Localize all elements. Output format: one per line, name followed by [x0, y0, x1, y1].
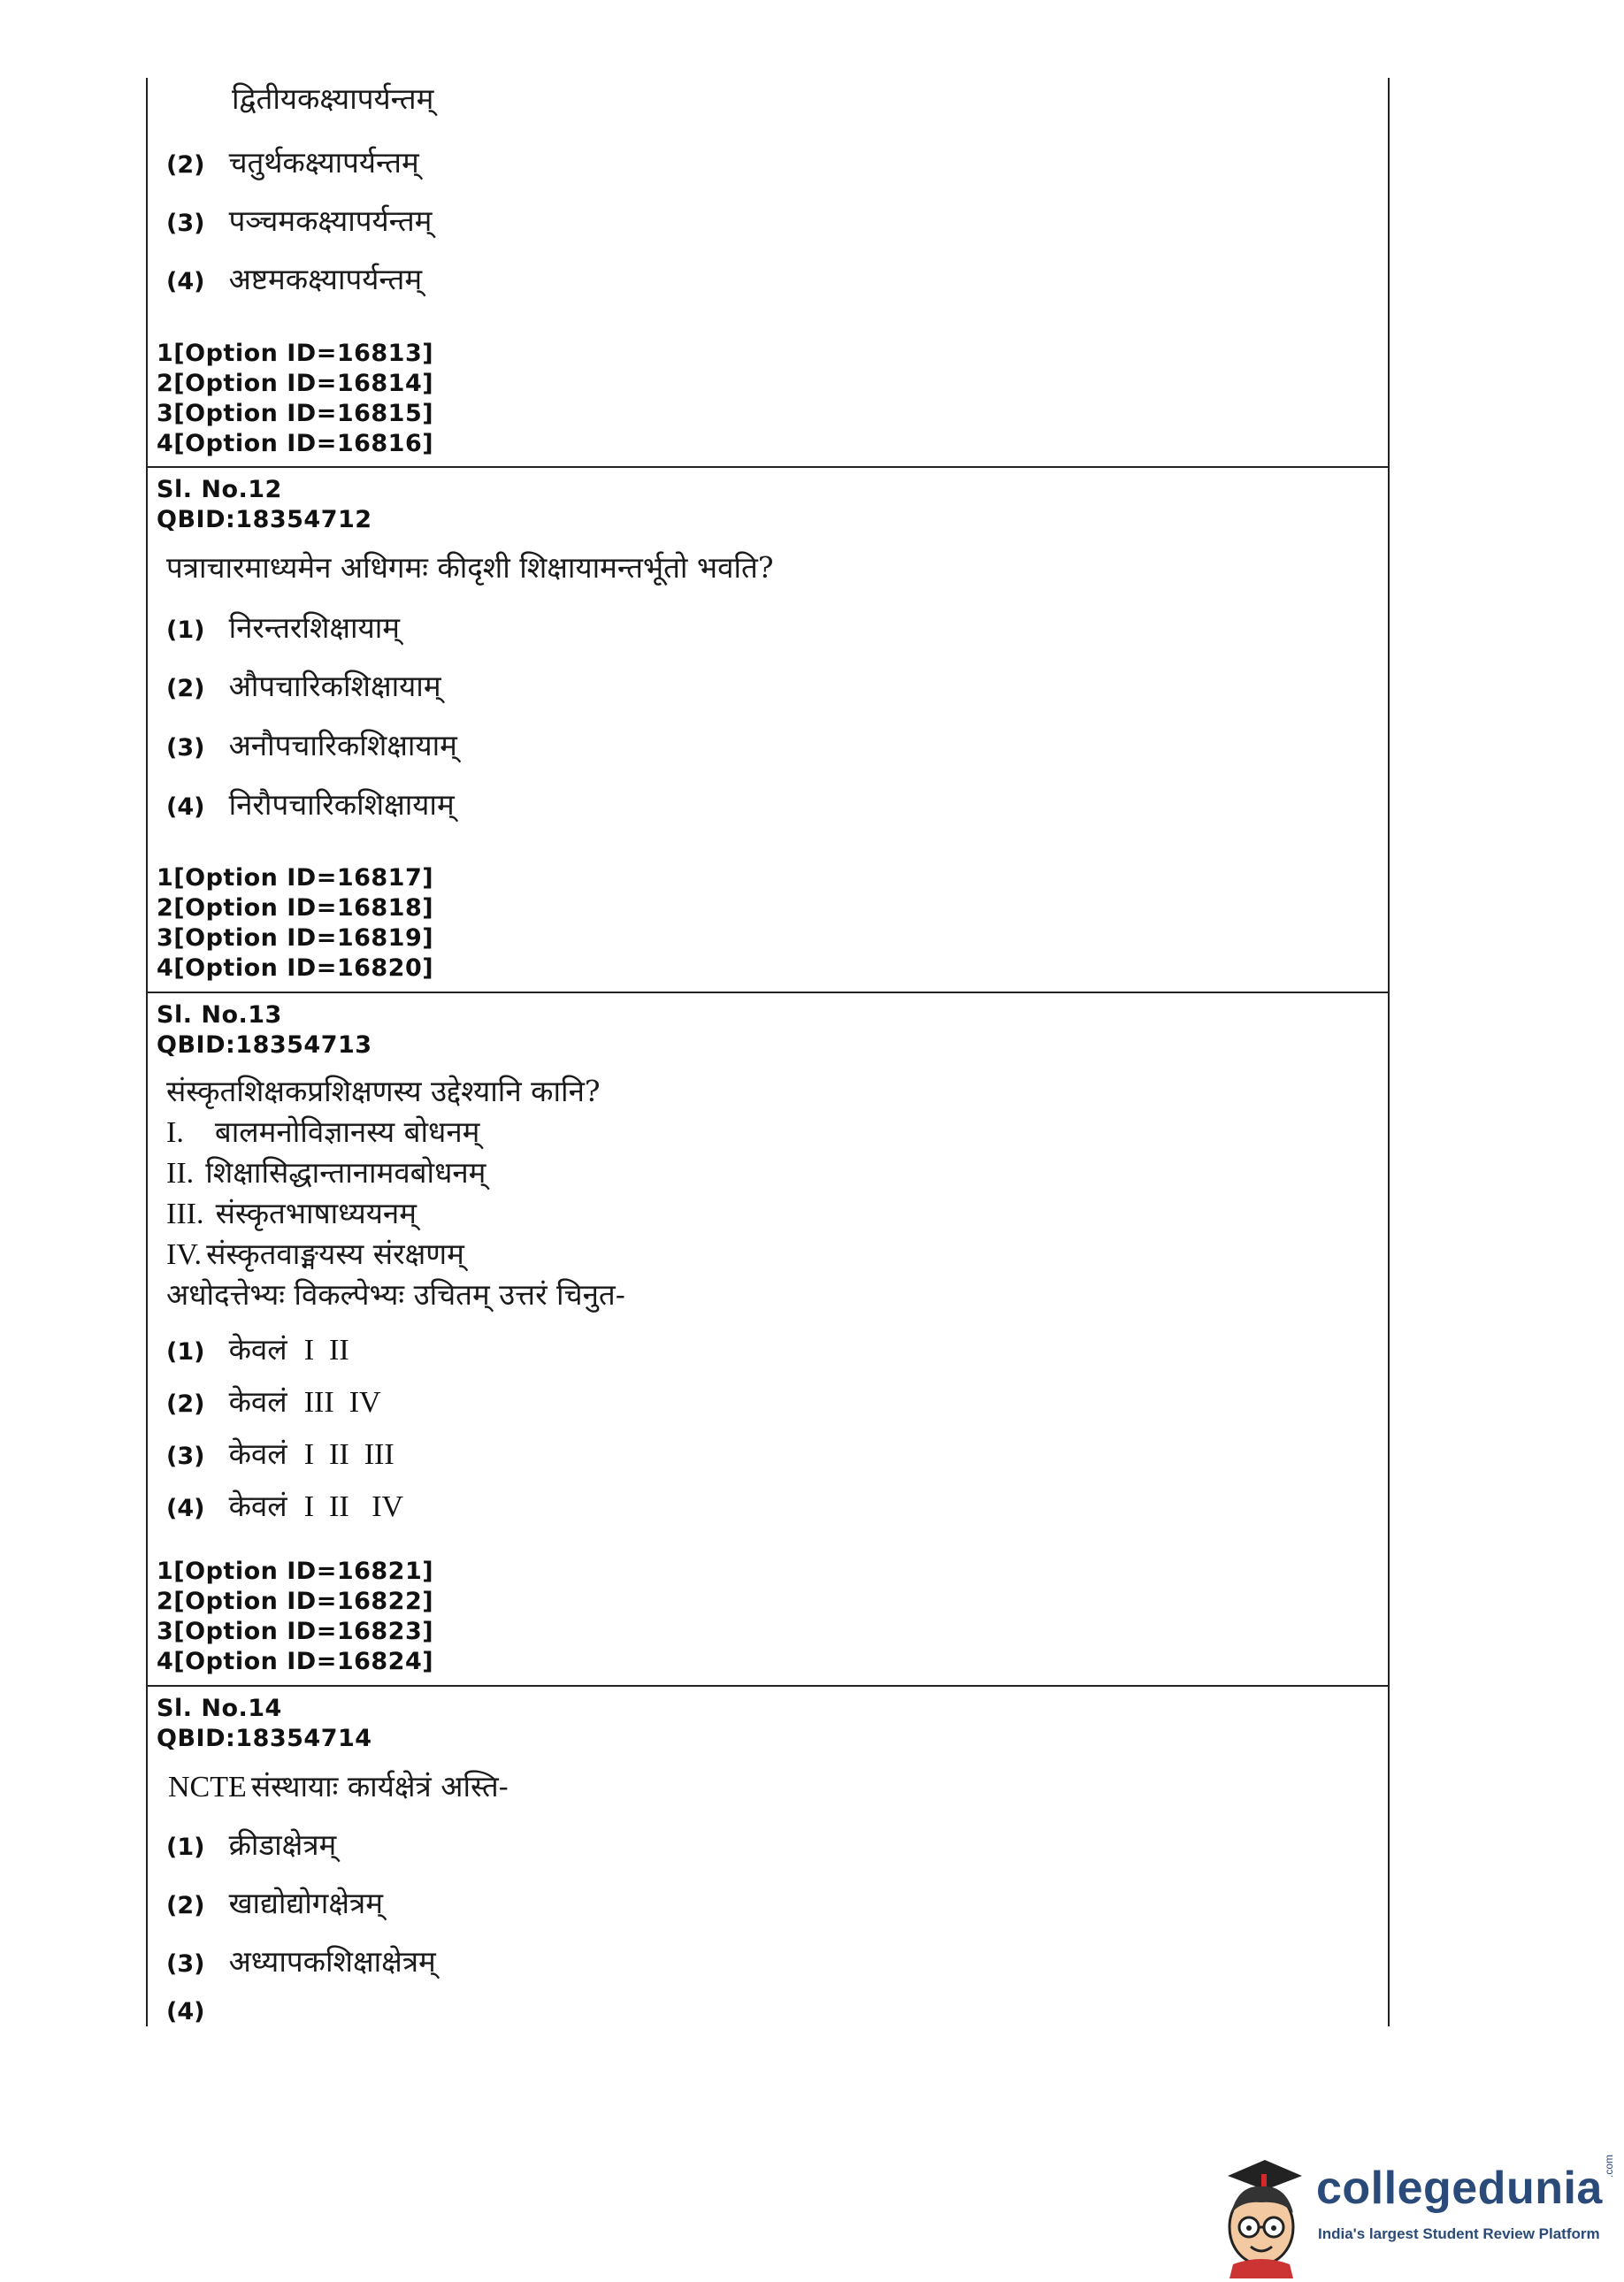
- option-number: (2): [166, 675, 205, 702]
- question-text: संस्कृतशिक्षकप्रशिक्षणस्य उद्देश्यानि कानि?: [166, 1074, 601, 1108]
- option-id: 2[Option ID=16814]: [157, 370, 434, 397]
- option-text: क्रीडाक्षेत्रम्: [228, 1827, 337, 1862]
- statement-text: संस्कृतभाषाध्ययनम्: [215, 1196, 417, 1230]
- option-item: [166, 665, 441, 705]
- option-text: पञ्चमकक्ष्यापर्यन्तम्: [228, 203, 433, 238]
- row-divider: [146, 1685, 1390, 1687]
- statement-numeral: II.: [166, 1157, 195, 1190]
- instruction-text: अधोदत्तेभ्यः विकल्पेभ्यः उचितम् उत्तरं चिनुत-: [166, 1277, 625, 1312]
- option-roman: I II: [303, 1334, 349, 1367]
- option-number: (2): [166, 1892, 205, 1919]
- option-text: खाद्योद्योगक्षेत्रम्: [228, 1886, 383, 1920]
- option-number: (4): [166, 268, 205, 295]
- question-text: [168, 1765, 509, 1805]
- option-word: केवलं: [228, 1384, 287, 1419]
- option-item: [166, 1824, 336, 1864]
- option-roman: I II IV: [303, 1490, 404, 1523]
- statement-text: संस्कृतवाङ्मयस्य संरक्षणम्: [206, 1237, 464, 1271]
- option-text: निरौपचारिकशिक्षायाम्: [228, 787, 455, 822]
- option-number: (2): [166, 151, 205, 179]
- option-roman: III IV: [303, 1386, 381, 1419]
- qbid: QBID:18354714: [157, 1725, 372, 1752]
- option-1-continued-text: द्वितीयकक्ष्यापर्यन्तम्: [232, 81, 434, 116]
- option-number: (1): [166, 1834, 205, 1861]
- option-id: 4[Option ID=16820]: [157, 954, 434, 982]
- serial-number: Sl. No.14: [157, 1695, 282, 1722]
- option-item: [166, 1433, 395, 1473]
- option-text: चतुर्थकक्ष्यापर्यन्तम्: [228, 145, 419, 180]
- option-text: औपचारिकशिक्षायाम्: [228, 669, 441, 703]
- statement-item: [166, 1152, 486, 1191]
- statement-item: [166, 1192, 417, 1232]
- option-item: [166, 784, 455, 823]
- collegedunia-logo[interactable]: [1212, 2155, 1619, 2278]
- option-id: 1[Option ID=16813]: [157, 340, 434, 367]
- option-id-list: [157, 863, 433, 984]
- option-id: 4[Option ID=16816]: [157, 430, 434, 457]
- option-item: [166, 1329, 349, 1368]
- option-word: केवलं: [228, 1332, 287, 1367]
- option-item: [166, 200, 432, 240]
- option-word: केवलं: [228, 1489, 287, 1523]
- statement-item: [166, 1111, 479, 1151]
- option-item: [166, 1381, 381, 1421]
- option-item: [166, 1992, 224, 2026]
- question-text: पत्राचारमाध्यमेन अधिगमः कीदृशी शिक्षायामन्तर्भूतो भवति?: [166, 550, 774, 585]
- row-divider: [146, 466, 1390, 468]
- statement-item: [166, 1233, 464, 1273]
- option-text: निरन्तरशिक्षायाम्: [228, 610, 401, 645]
- option-item: [166, 607, 400, 647]
- option-item: [166, 142, 419, 181]
- option-text: अध्यापकशिक्षाक्षेत्रम्: [228, 1944, 436, 1979]
- statement-numeral: I.: [166, 1116, 184, 1149]
- option-id: 4[Option ID=16824]: [157, 1648, 434, 1675]
- option-id-list: [157, 339, 433, 459]
- qbid: QBID:18354713: [157, 1031, 372, 1059]
- option-number: (3): [166, 734, 205, 762]
- brand-domain-suffix: .com: [1603, 2154, 1615, 2178]
- option-id: 3[Option ID=16823]: [157, 1618, 434, 1645]
- brand-name: collegedunia: [1316, 2163, 1603, 2214]
- option-id: 3[Option ID=16819]: [157, 924, 434, 952]
- brand-tagline: India's largest Student Review Platform: [1318, 2225, 1600, 2242]
- option-id: 2[Option ID=16818]: [157, 894, 434, 922]
- option-id-list: [157, 1557, 433, 1677]
- option-item: [166, 258, 422, 298]
- option-number: (1): [166, 616, 205, 644]
- serial-number: Sl. No.13: [157, 1001, 282, 1029]
- statement-text: शिक्षासिद्धान्तानामवबोधनम्: [205, 1155, 486, 1190]
- option-id: 1[Option ID=16821]: [157, 1558, 434, 1585]
- option-number: (3): [166, 1950, 205, 1978]
- option-id: 1[Option ID=16817]: [157, 864, 434, 892]
- option-text: अनौपचारिकशिक्षायाम्: [228, 728, 457, 762]
- option-number: (3): [166, 1443, 205, 1470]
- option-item: [166, 1882, 383, 1922]
- option-number: (4): [166, 793, 205, 821]
- option-word: केवलं: [228, 1436, 287, 1471]
- statement-text: बालमनोविज्ञानस्य बोधनम्: [214, 1114, 480, 1149]
- question-body: संस्थायाः कार्यक्षेत्रं अस्ति-: [250, 1769, 509, 1803]
- option-id: 2[Option ID=16822]: [157, 1588, 434, 1615]
- option-item: [166, 1941, 436, 1980]
- option-id: 3[Option ID=16815]: [157, 400, 434, 427]
- serial-number: Sl. No.12: [157, 476, 282, 503]
- row-divider: [146, 992, 1390, 993]
- qbid: QBID:18354712: [157, 506, 372, 533]
- option-item: [166, 724, 457, 764]
- option-item: [166, 1485, 403, 1525]
- mascot-icon: [1212, 2155, 1311, 2278]
- option-text: अष्टमकक्ष्यापर्यन्तम्: [228, 262, 423, 296]
- statement-numeral: IV.: [166, 1238, 202, 1271]
- option-number: (2): [166, 1390, 205, 1418]
- question-prefix: NCTE: [168, 1771, 247, 1803]
- option-number: (3): [166, 210, 205, 237]
- option-number: (4): [166, 1998, 205, 2025]
- statement-numeral: III.: [166, 1198, 204, 1230]
- option-number: (4): [166, 1495, 205, 1522]
- option-roman: I II III: [303, 1438, 395, 1471]
- option-number: (1): [166, 1338, 205, 1366]
